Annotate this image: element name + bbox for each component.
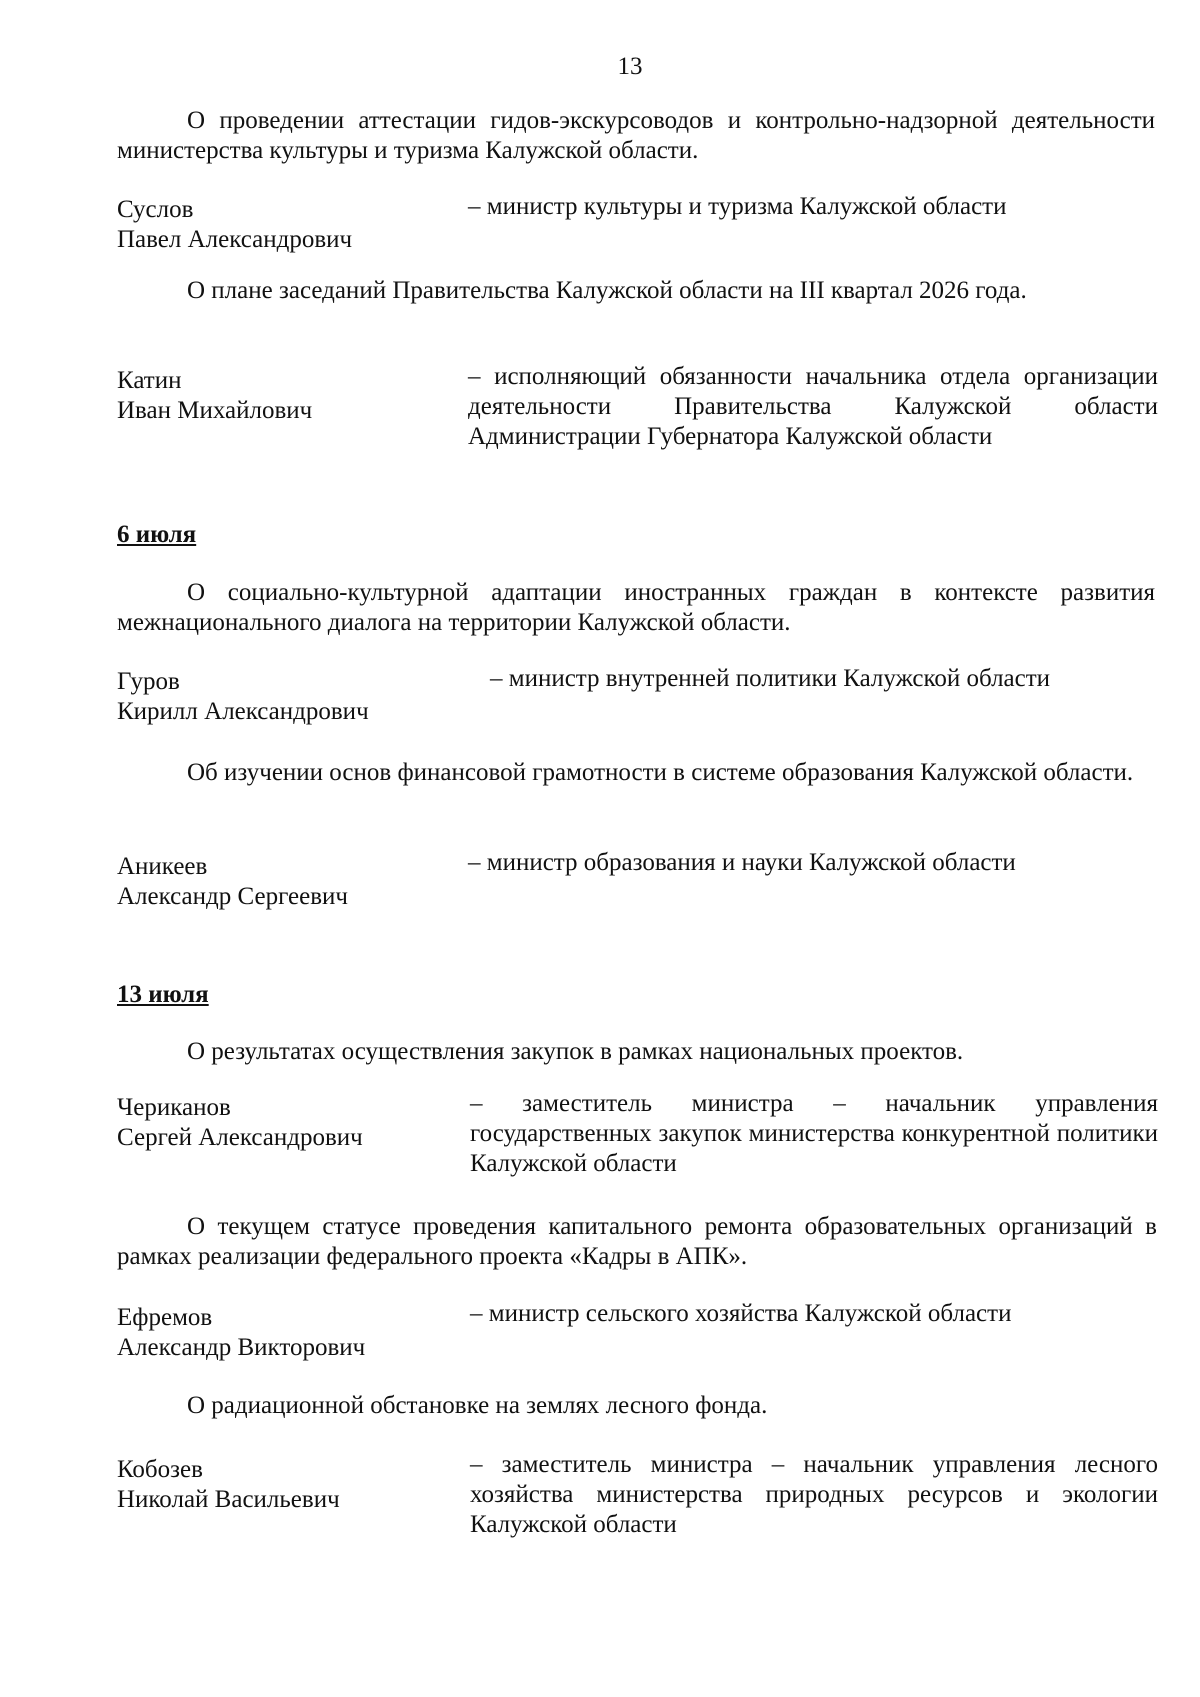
speaker-first-name: Павел Александрович	[117, 226, 353, 253]
speaker-last-name: Суслов	[117, 196, 194, 223]
agenda-topic: О текущем статусе проведения капитального ремонта образовательных организаций в рамках реализации федерального проекта «Кадры в АПК».	[117, 1213, 1157, 1270]
speaker-name	[117, 852, 457, 912]
speaker-last-name: Гуров	[117, 668, 180, 695]
speaker-last-name: Аникеев	[117, 853, 208, 880]
speaker-first-name: Сергей Александрович	[117, 1124, 363, 1151]
speaker-name	[117, 667, 457, 727]
speaker-role: – исполняющий обязанности начальника отдела организации деятельности Правительства Калужской области Администрации Губернатора Калужской области	[468, 363, 1158, 450]
agenda-topic: О плане заседаний Правительства Калужской области на III квартал 2026 года.	[187, 277, 1027, 304]
agenda-topic: Об изучении основ финансовой грамотности в системе образования Калужской области.	[187, 759, 1134, 786]
speaker-last-name: Катин	[117, 367, 182, 394]
speaker-role: – заместитель министра – начальник управления лесного хозяйства министерства природных ресурсов и экологии Калужской области	[470, 1451, 1158, 1538]
speaker-last-name: Чериканов	[117, 1094, 231, 1121]
speaker-first-name: Александр Викторович	[117, 1334, 366, 1361]
speaker-first-name: Александр Сергеевич	[117, 883, 348, 910]
section-date: 6 июля	[117, 521, 197, 548]
section-date: 13 июля	[117, 981, 209, 1008]
speaker-first-name: Николай Васильевич	[117, 1486, 340, 1513]
speaker-role: – заместитель министра – начальник управления государственных закупок министерства конкурентной политики Калужской области	[470, 1090, 1158, 1177]
speaker-role: – министр образования и науки Калужской области	[468, 849, 1016, 876]
page-number: 13	[617, 53, 643, 80]
agenda-topic: О результатах осуществления закупок в рамках национальных проектов.	[187, 1038, 964, 1065]
speaker-first-name: Кирилл Александрович	[117, 698, 369, 725]
speaker-name	[117, 1093, 457, 1153]
speaker-role: – министр сельского хозяйства Калужской области	[470, 1300, 1012, 1327]
speaker-last-name: Кобозев	[117, 1456, 203, 1483]
speaker-name	[117, 195, 457, 255]
agenda-topic: О проведении аттестации гидов-экскурсоводов и контрольно-надзорной деятельности министерства культуры и туризма Калужской области.	[117, 107, 1155, 164]
speaker-name	[117, 1455, 457, 1515]
speaker-last-name: Ефремов	[117, 1304, 213, 1331]
speaker-name	[117, 1303, 457, 1363]
speaker-role: – министр внутренней политики Калужской области	[490, 665, 1051, 692]
agenda-topic: О социально-культурной адаптации иностранных граждан в контексте развития межнационального диалога на территории Калужской области.	[117, 579, 1155, 636]
speaker-first-name: Иван Михайлович	[117, 397, 313, 424]
agenda-topic: О радиационной обстановке на землях лесного фонда.	[187, 1392, 768, 1419]
speaker-name	[117, 366, 457, 426]
speaker-role: – министр культуры и туризма Калужской области	[468, 193, 1007, 220]
